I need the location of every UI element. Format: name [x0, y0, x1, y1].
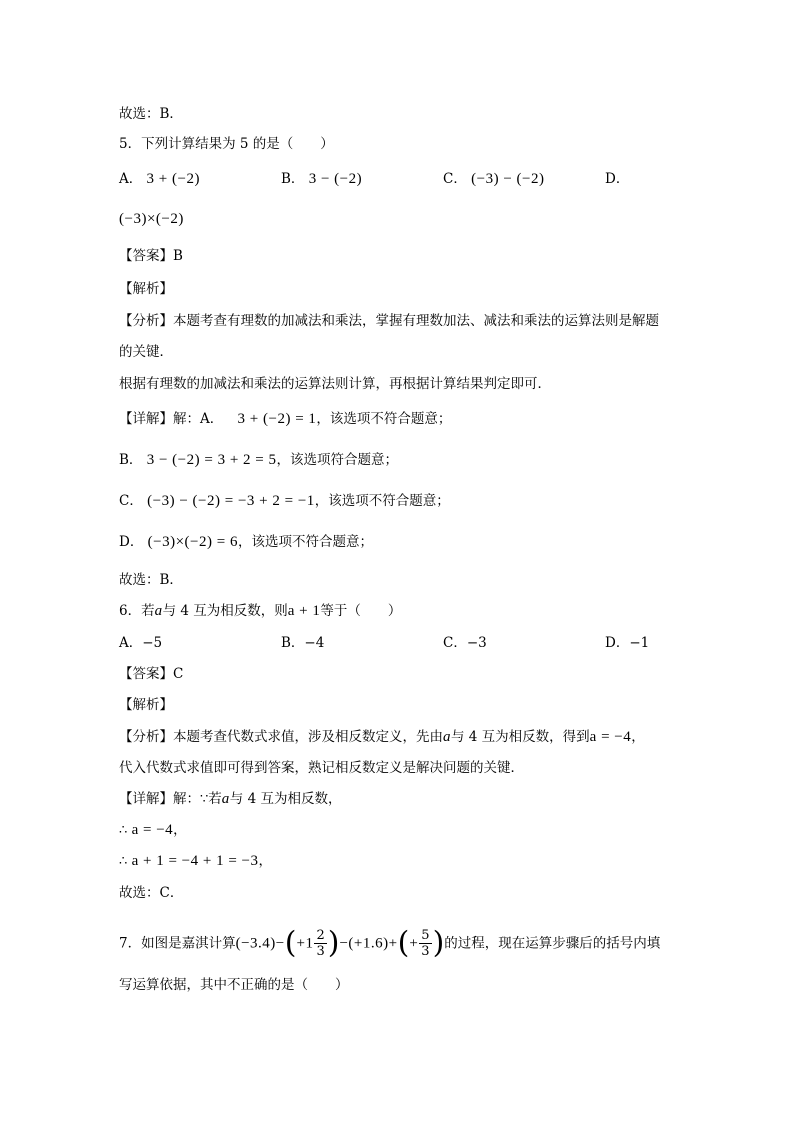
q5-option-d-expr: (−3)×(−2) — [119, 211, 184, 227]
question-7-stem-line-2: 写运算依据，其中不正确的是（ ） — [119, 977, 349, 993]
right-paren: ) — [327, 925, 340, 961]
q6-analysis-line-2: 代入代数式求值即可得到答案，熟记相反数定义是解决问题的关键． — [119, 760, 524, 776]
q6-analysis-1d: ， — [631, 729, 645, 745]
therefore-symbol: ∴ — [119, 823, 128, 838]
q6-detail-prefix: 【详解】解： — [119, 791, 200, 807]
q5-option-c — [443, 169, 545, 189]
because-symbol: ∵ — [200, 792, 209, 807]
q6-stem-part-1: 6．若 — [119, 603, 155, 619]
q7-term-4-sign: + — [409, 935, 419, 952]
q5-detail-c-text: ，该选项不符合题意； — [314, 493, 450, 509]
q5-analysis-line-2: 的关键． — [119, 344, 173, 360]
q6-detail-2-end: ， — [173, 822, 187, 838]
q6-analysis-1a: 【分析】本题考查代数式求值，涉及相反数定义，先由 — [119, 729, 443, 745]
q6-analysis-1b: 与 4 互为相反数，得到 — [451, 729, 590, 745]
question-6-stem — [119, 601, 401, 621]
q5-option-b-expr: 3 − (−2) — [308, 171, 363, 187]
q6-stem-expr: a + 1 — [287, 603, 321, 619]
q6-detail-2-expr: a = −4 — [131, 822, 174, 838]
q5-detail-d-label: D． — [119, 534, 144, 550]
q5-detail-a — [119, 409, 451, 429]
q5-option-b-label: B． — [281, 171, 305, 187]
q5-analysis-line-3: 根据有理数的加减法和乘法的运算法则计算，再根据计算结果判定即可． — [119, 376, 551, 392]
q5-detail-c — [119, 491, 450, 511]
q5-detail-c-label: C． — [119, 493, 143, 509]
q5-detail-b-text: ，该选项符合题意； — [276, 452, 399, 468]
q5-detail-a-text: ，该选项不符合题意； — [316, 411, 452, 427]
q5-conclusion: 故选：B． — [119, 572, 183, 588]
q5-detail-b-label: B． — [119, 452, 143, 468]
q7-term-1: (−3.4) — [235, 935, 276, 952]
q5-option-a-label: A． — [119, 171, 143, 187]
q7-term-3: (+1.6) — [348, 935, 389, 952]
q6-detail-line-3 — [119, 851, 272, 872]
q5-option-c-label: C． — [443, 171, 467, 187]
q5-option-a-expr: 3 + (−2) — [146, 171, 200, 187]
answer-line: 故选：B． — [119, 106, 183, 122]
q6-conclusion: 故选：C． — [119, 885, 184, 901]
question-7-stem-line-1 — [119, 925, 661, 961]
q6-option-a: A．−5 — [119, 635, 163, 651]
q5-detail-b — [119, 450, 398, 470]
q5-detail-prefix: 【详解】解：A． — [119, 411, 224, 427]
q5-option-a — [119, 169, 200, 189]
q7-term-2-fraction — [314, 928, 326, 959]
q5-option-c-expr: (−3) − (−2) — [471, 171, 545, 187]
q6-detail-1a: 若 — [208, 791, 222, 807]
q6-analysis-heading: 【解析】 — [119, 697, 173, 713]
q6-detail-3-end: ， — [258, 853, 272, 869]
q6-detail-line-1 — [119, 789, 341, 810]
left-paren: ( — [397, 925, 410, 961]
q5-detail-c-expr: (−3) − (−2) = −3 + 2 = −1 — [147, 493, 315, 509]
q7-term-2-int: +1 — [296, 935, 314, 952]
q5-detail-d-text: ，该选项不符合题意； — [237, 534, 373, 550]
q5-detail-d — [119, 532, 373, 552]
therefore-symbol: ∴ — [119, 854, 128, 869]
q6-option-b: B．−4 — [281, 635, 325, 651]
q5-detail-d-expr: (−3)×(−2) = 6 — [147, 534, 238, 550]
q6-stem-part-3: 等于（ ） — [320, 603, 402, 619]
q7-stem-prefix: 7．如图是嘉淇计算 — [119, 935, 236, 952]
q6-analysis-line-1 — [119, 727, 645, 747]
q7-stem-suffix: 的过程，现在运算步骤后的括号内填 — [444, 935, 661, 952]
q6-stem-part-2: 与 4 互为相反数，则 — [162, 603, 288, 619]
right-paren: ) — [432, 925, 445, 961]
question-5-stem: 5．下列计算结果为 5 的是（ ） — [119, 136, 334, 152]
denominator: 3 — [316, 944, 325, 959]
q5-detail-b-expr: 3 − (−2) = 3 + 2 = 5 — [146, 452, 277, 468]
q6-var-a: a — [154, 603, 163, 619]
numerator: 5 — [421, 928, 430, 943]
numerator: 2 — [316, 928, 325, 943]
q6-answer: 【答案】C — [119, 666, 184, 682]
q7-term-4-fraction — [419, 928, 431, 959]
q6-analysis-1c: a = −4 — [589, 729, 632, 745]
q7-op-2: − — [339, 935, 349, 952]
left-paren: ( — [284, 925, 297, 961]
q5-option-d-label: D． — [605, 171, 630, 187]
q6-option-d: D．−1 — [605, 635, 650, 651]
q6-detail-3-expr: a + 1 = −4 + 1 = −3 — [131, 853, 259, 869]
q5-analysis-line-1: 【分析】本题考查有理数的加减法和乘法，掌握有理数加法、减法和乘法的运算法则是解题 — [119, 313, 659, 329]
q6-detail-var-a: a — [221, 791, 230, 807]
q6-detail-1b: 与 4 互为相反数， — [229, 791, 342, 807]
q7-op-3: + — [388, 935, 398, 952]
q7-op-1: − — [275, 935, 285, 952]
q6-option-c: C．−3 — [443, 635, 487, 651]
q6-detail-line-2 — [119, 820, 187, 841]
denominator: 3 — [421, 944, 430, 959]
q5-option-b — [281, 169, 362, 189]
q5-analysis-heading: 【解析】 — [119, 281, 173, 297]
q5-detail-a-expr: 3 + (−2) = 1 — [237, 411, 317, 427]
q5-answer: 【答案】B — [119, 248, 183, 264]
q6-analysis-var-a: a — [443, 729, 451, 745]
